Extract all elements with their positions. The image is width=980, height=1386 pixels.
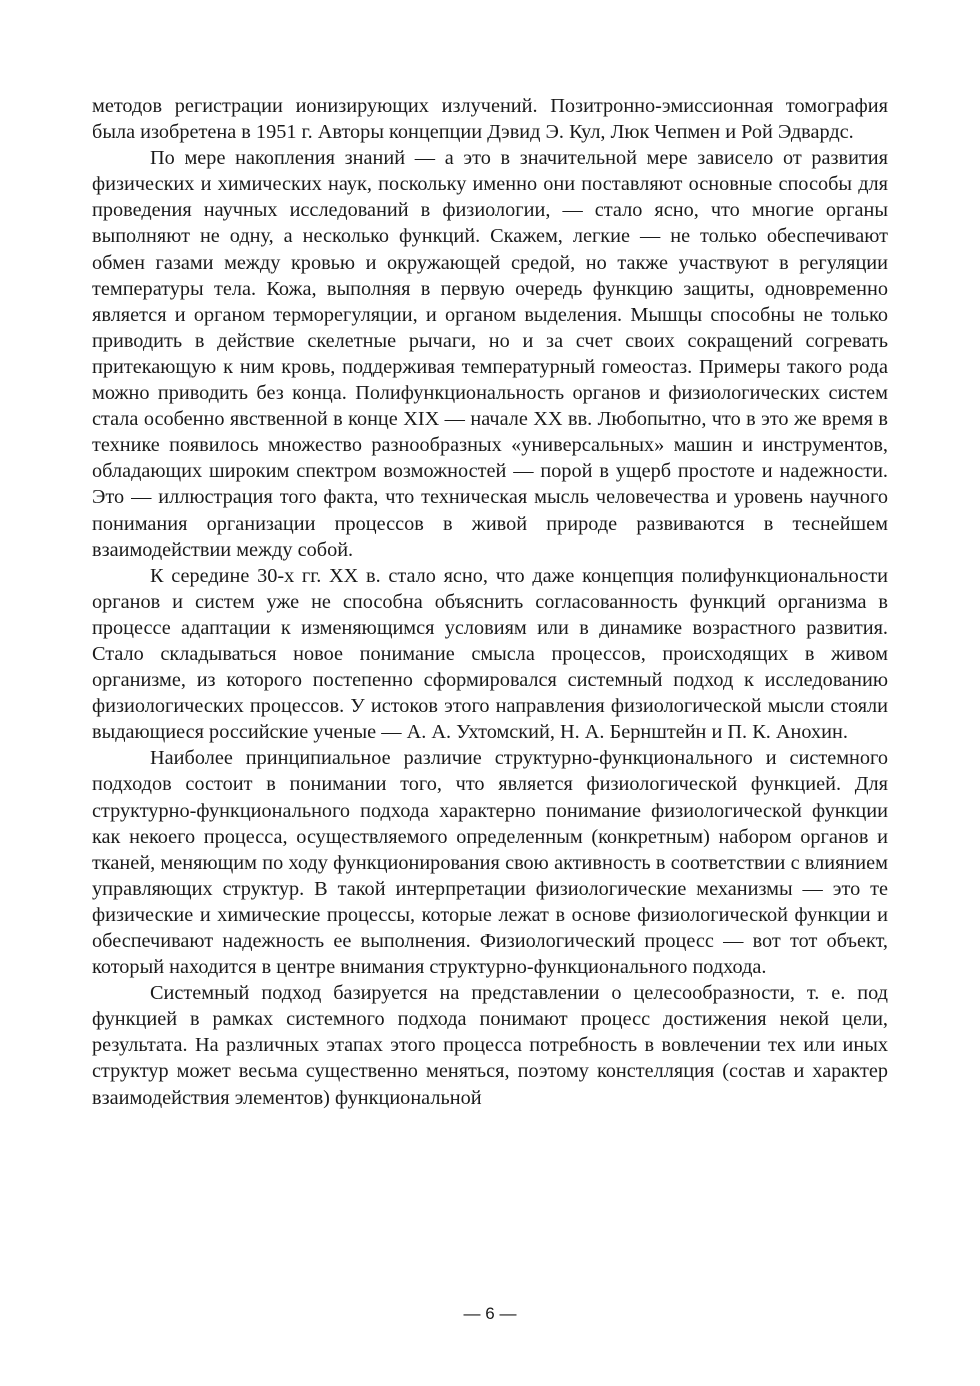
paragraph-4: Наиболее принципиальное различие структурно-функционального и системного подходов состоит в понимании того, что является физиологической функцией. Для структурно-функционального подхода характерно понимание физиологической функции как некоего процесса, осуществляемого определенным (конкретным) набором органов и тканей, меняющим по ходу функционирования свою активность в соответствии с влиянием управляющих структур. В такой интерпретации физиологические механизмы — это те физические и химические процессы, которые лежат в основе физиологической функции и обеспечивают надежность ее выполнения. Физиологический процесс — вот тот объект, который находится в центре внимания структурно-функционального подхода. [92, 747, 888, 979]
page-body [92, 93, 888, 1111]
paragraph-1: методов регистрации ионизирующих излучений. Позитронно-эмиссионная томография была изобретена в 1951 г. Авторы концепции Дэвид Э. Кул, Люк Чепмен и Рой Эдвардс. [92, 95, 888, 144]
page-number: — 6 — [463, 1304, 517, 1323]
paragraph-5: Системный подход базируется на представлении о целесообразности, т. е. под функцией в рамках системного подхода понимают процесс достижения некой цели, результата. На различных этапах этого процесса потребность в вовлечении тех или иных структур может весьма существенно меняться, поэтому констелляция (состав и характер взаимодействия элементов) функциональной [92, 982, 888, 1109]
paragraph-2: По мере накопления знаний — а это в значительной мере зависело от развития физических и химических наук, поскольку именно они поставляют основные способы для проведения научных исследований в физиологии, — стало ясно, что многие органы выполняют не одну, а несколько функций. Скажем, легкие — не только обеспечивают обмен газами между кровью и окружающей средой, но также участвуют в регуляции температуры тела. Кожа, выполняя в первую очередь функцию защиты, одновременно является и органом терморегуляции, и органом выделения. Мышцы способны не только приводить в действие скелетные рычаги, но и за счет своих сокращений согревать притекающую к ним кровь, поддерживая температурный гомеостаз. Примеры такого рода можно приводить без конца. Полифункциональность органов и физиологических систем стала особенно явственной в конце XIX — начале XX вв. Любопытно, что в это же время в технике появилось множество разнообразных «универсальных» машин и инструментов, обладающих широким спектром возможностей — порой в ущерб простоте и надежности. Это — иллюстрация того факта, что техническая мысль человечества и уровень научного понимания организации процессов в живой природе развиваются в теснейшем взаимодействии между собой. [92, 147, 888, 561]
paragraph-3: К середине 30-х гг. XX в. стало ясно, что даже концепция полифункциональности органов и систем уже не способна объяснить согласованность функций организма в процессе адаптации к изменяющимся условиям или в динамике возрастного развития. Стало складываться новое понимание смысла процессов, происходящих в живом организме, из которого постепенно сформировался системный подход к исследованию физиологических процессов. У истоков этого направления физиологической мысли стояли выдающиеся российские ученые — А. А. Ухтомский, Н. А. Бернштейн и П. К. Анохин. [92, 564, 888, 744]
